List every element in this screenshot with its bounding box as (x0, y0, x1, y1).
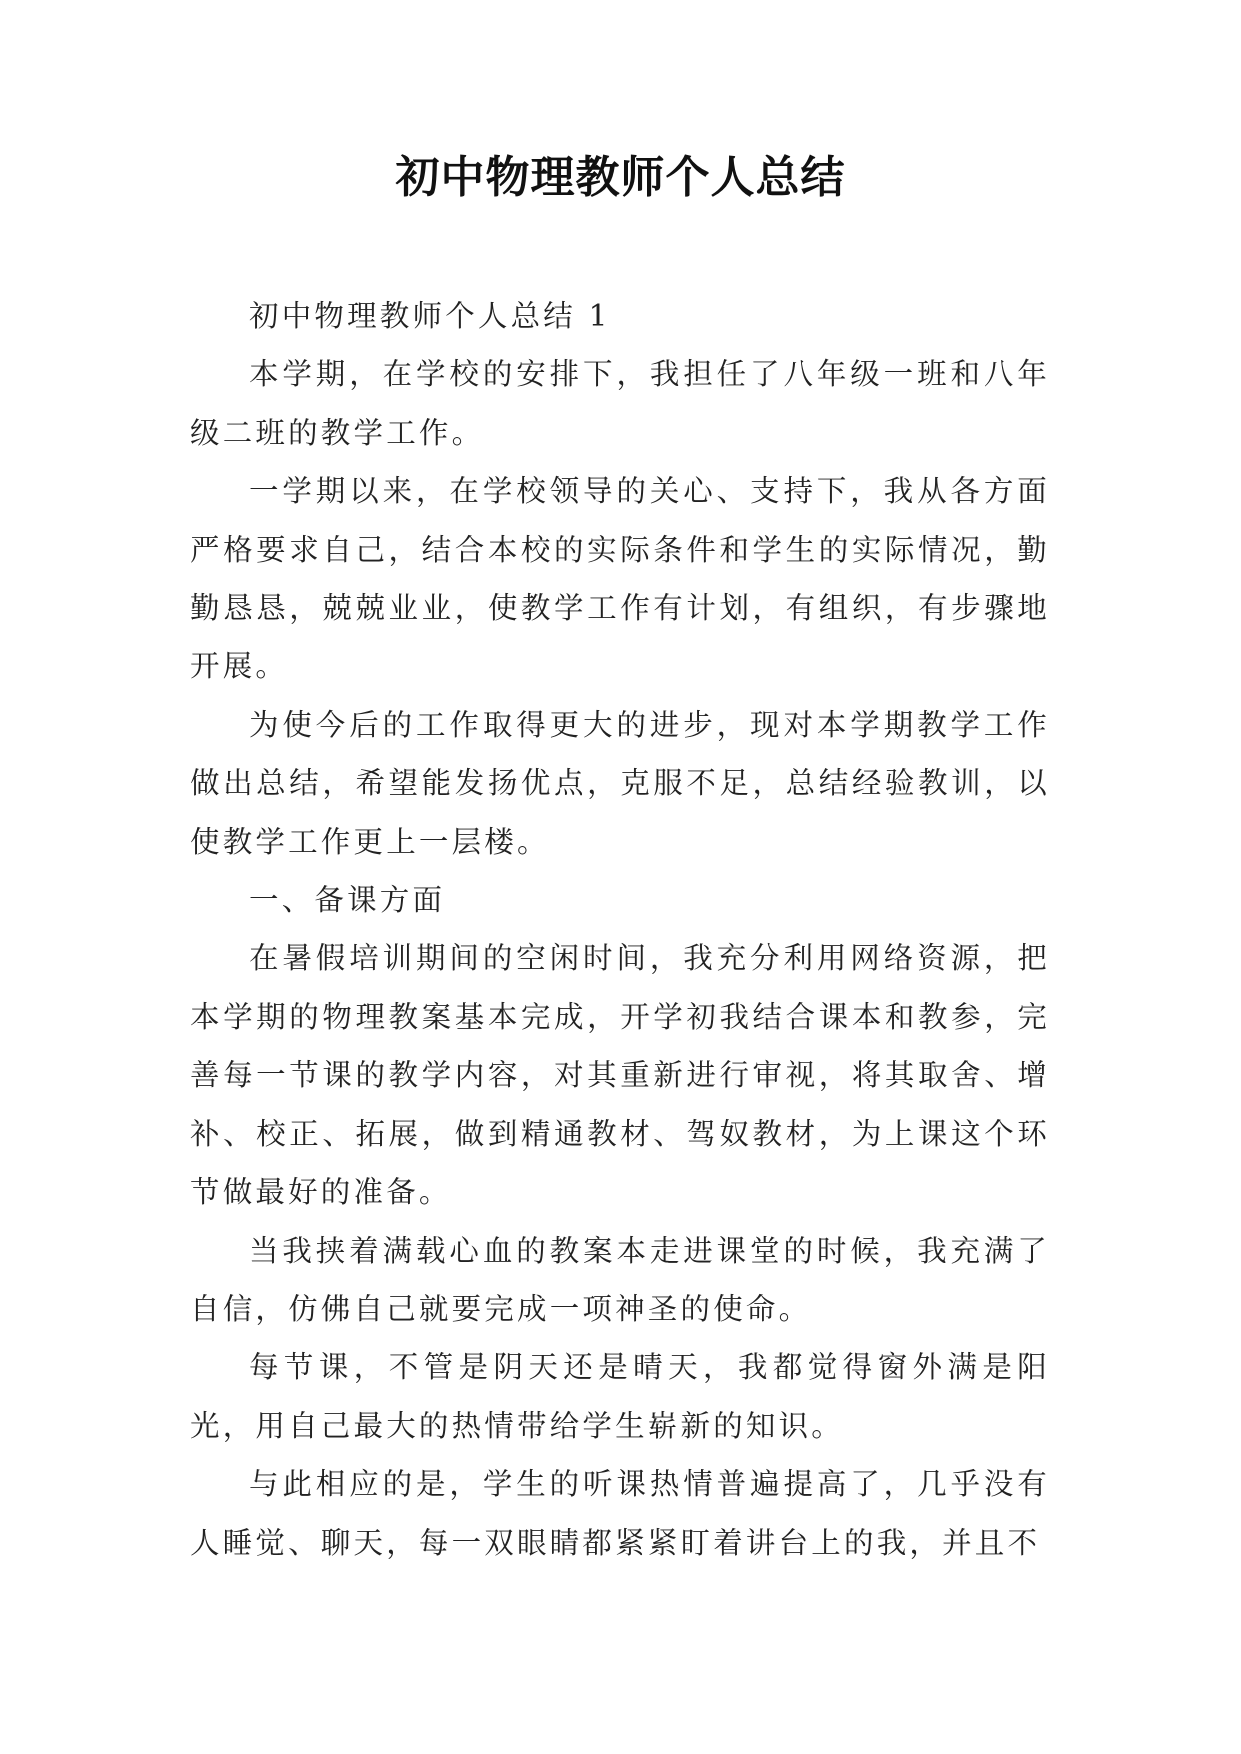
paragraph: 一学期以来，在学校领导的关心、支持下，我从各方面严格要求自己，结合本校的实际条件和学生的实际情况，勤勤恳恳，兢兢业业，使教学工作有计划，有组织，有步骤地开展。 (190, 474, 1050, 684)
paragraph-subtitle: 初中物理教师个人总结 1 (249, 299, 611, 333)
paragraph: 每节课，不管是阴天还是晴天，我都觉得窗外满是阳光，用自己最大的热情带给学生崭新的知识。 (190, 1350, 1050, 1443)
document-title: 初中物理教师个人总结 (395, 152, 846, 203)
paragraph: 为使今后的工作取得更大的进步，现对本学期教学工作做出总结，希望能发扬优点，克服不足，总结经验教训，以使教学工作更上一层楼。 (190, 707, 1050, 859)
paragraph: 与此相应的是，学生的听课热情普遍提高了，几乎没有人睡觉、聊天，每一双眼睛都紧紧盯着讲台上的我，并且不 (190, 1467, 1050, 1560)
paragraph: 当我挟着满载心血的教案本走进课堂的时候，我充满了自信，仿佛自己就要完成一项神圣的使命。 (190, 1233, 1050, 1326)
paragraph: 本学期，在学校的安排下，我担任了八年级一班和八年级二班的教学工作。 (190, 357, 1050, 450)
document-body (190, 287, 1050, 1572)
paragraph: 在暑假培训期间的空闲时间，我充分利用网络资源，把本学期的物理教案基本完成，开学初我结合课本和教参，完善每一节课的教学内容，对其重新进行审视，将其取舍、增补、校正、拓展，做到精通教材、驾奴教材，为上课这个环节做最好的准备。 (190, 941, 1050, 1210)
section-heading: 一、备课方面 (249, 883, 446, 918)
